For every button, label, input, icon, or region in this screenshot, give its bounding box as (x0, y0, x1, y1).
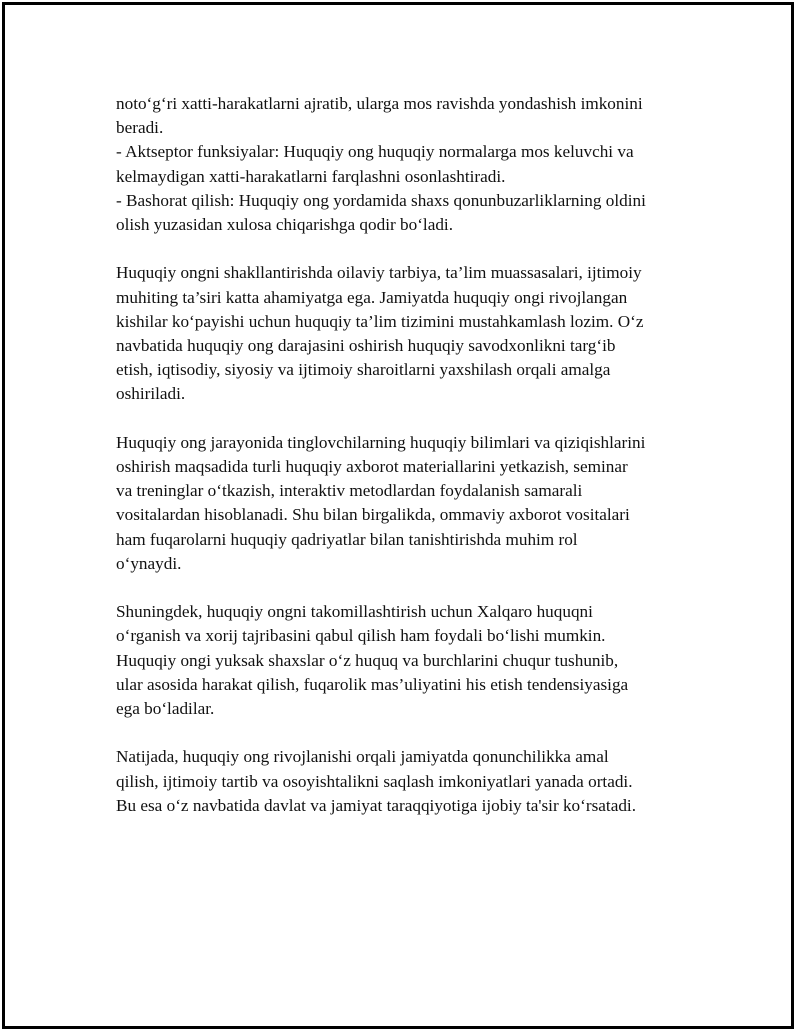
list-item-aktseptor: - Aktseptor funksiyalar: Huquqiy ong huquqiy normalarga mos keluvchi va (116, 142, 634, 162)
text-line: va treninglar o‘tkazish, interaktiv metodlardan foydalanish samarali (116, 481, 583, 501)
text-line: Huquqiy ongi yuksak shaxslar o‘z huquq va burchlarini chuqur tushunib, (116, 650, 619, 670)
text-line: ham fuqarolarni huquqiy qadriyatlar bilan tanishtirishda muhim rol (116, 529, 578, 549)
paragraph-4 (116, 600, 696, 721)
text-line: kelmaydigan xatti-harakatlarni farqlashni osonlashtiradi. (116, 166, 506, 186)
text-line: ega bo‘ladilar. (116, 699, 215, 719)
text-line: oshiriladi. (116, 384, 186, 404)
text-line: oshirish maqsadida turli huquqiy axborot materiallarini yetkazish, seminar (116, 457, 628, 477)
text-line: o‘rganish va xorij tajribasini qabul qilish ham foydali bo‘lishi mumkin. (116, 626, 606, 646)
text-line: noto‘g‘ri xatti-harakatlarni ajratib, ularga mos ravishda yondashish imkonini (116, 94, 643, 113)
paragraph-2 (116, 261, 696, 406)
text-line: ular asosida harakat qilish, fuqarolik mas’uliyatini his etish tendensiyasiga (116, 674, 629, 694)
text-line: muhiting ta’siri katta ahamiyatga ega. Jamiyatda huquqiy ongi rivojlangan (116, 287, 628, 307)
paragraph-5 (116, 745, 696, 818)
text-line: Bu esa o‘z navbatida davlat va jamiyat taraqqiyotiga ijobiy ta'sir ko‘rsatadi. (116, 795, 636, 815)
paragraph-3 (116, 431, 696, 576)
list-item-bashorat: - Bashorat qilish: Huquqiy ong yordamida shaxs qonunbuzarliklarning oldini (116, 190, 646, 210)
text-line: Huquqiy ong jarayonida tinglovchilarning huquqiy bilimlari va qiziqishlarini (116, 432, 646, 452)
document-body (116, 92, 696, 842)
text-line: beradi. (116, 118, 164, 138)
text-line: olish yuzasidan xulosa chiqarishga qodir bo‘ladi. (116, 215, 453, 235)
paragraph-1 (116, 92, 696, 237)
text-line: kishilar ko‘payishi uchun huquqiy ta’lim tizimini mustahkamlash lozim. O‘z (116, 311, 644, 331)
text-line: o‘ynaydi. (116, 553, 182, 573)
text-line: etish, iqtisodiy, siyosiy va ijtimoiy sharoitlarni yaxshilash orqali amalga (116, 360, 611, 380)
text-line: qilish, ijtimoiy tartib va osoyishtalikni saqlash imkoniyatlari yanada ortadi. (116, 771, 633, 791)
text-line: Natijada, huquqiy ong rivojlanishi orqali jamiyatda qonunchilikka amal (116, 747, 609, 767)
text-line: Shuningdek, huquqiy ongni takomillashtirish uchun Xalqaro huquqni (116, 602, 593, 622)
text-line: Huquqiy ongni shakllantirishda oilaviy tarbiya, ta’lim muassasalari, ijtimoiy (116, 263, 642, 283)
text-line: navbatida huquqiy ong darajasini oshirish huquqiy savodxonlikni targ‘ib (116, 336, 616, 356)
text-line: vositalardan hisoblanadi. Shu bilan birgalikda, ommaviy axborot vositalari (116, 505, 630, 525)
